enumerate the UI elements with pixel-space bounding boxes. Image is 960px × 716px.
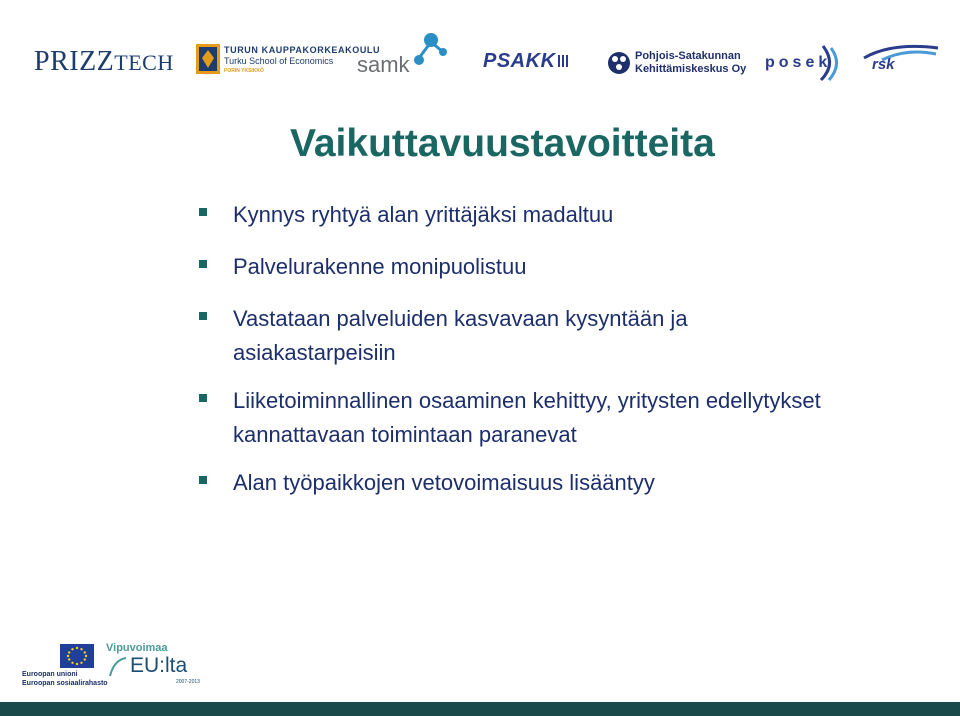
posek-logo — [765, 44, 845, 84]
eulta-years: 2007-2013 — [176, 679, 200, 685]
pohjois-satakunnan-kehittamiskeskus-logo — [607, 48, 747, 78]
rsk-logo — [862, 42, 942, 78]
posek-logo-text: posek — [765, 54, 832, 71]
pskk-emblem-icon — [607, 50, 631, 76]
bullet-text: Kynnys ryhtyä alan yrittäjäksi madaltuu — [233, 202, 614, 227]
posek-swoosh-icon — [817, 44, 845, 82]
eu-text-line2: Euroopan sosiaalirahasto — [22, 680, 108, 687]
bottom-bar — [0, 702, 960, 716]
square-bullet-icon — [199, 476, 207, 484]
tse-logo-line2: Turku School of Economics — [224, 56, 334, 66]
square-bullet-icon — [199, 260, 207, 268]
tse-emblem-icon — [196, 44, 220, 74]
samk-logo-text: samk — [357, 52, 410, 77]
bullet-text: Alan työpaikkojen vetovoimaisuus lisääntyy — [233, 470, 655, 495]
bullet-item — [198, 384, 833, 452]
samk-molecule-icon — [409, 30, 453, 74]
pskk-logo-line2: Kehittämiskeskus Oy — [635, 63, 747, 75]
bullet-item — [198, 250, 938, 284]
tse-logo-line1: TURUN KAUPPAKORKEAKOULU — [224, 45, 381, 55]
eulta-wing-icon — [108, 656, 128, 678]
bullet-text: Vastataan palveluiden kasvavaan kysyntään ja asiakastarpeisiin — [233, 306, 688, 365]
eu-flag-icon — [60, 644, 94, 668]
eu-text-line1: Euroopan unioni — [22, 671, 78, 678]
rsk-logo-text: rsk — [872, 56, 895, 73]
prizztech-logo — [34, 46, 174, 78]
bullet-text: Liiketoiminnallinen osaaminen kehittyy, yritysten edellytykset kannattavaan toimintaan paranevat — [233, 388, 821, 447]
psakk-logo-text: PSAKK — [483, 50, 556, 72]
bullet-item — [198, 302, 793, 370]
prizztech-logo-part2: TECH — [114, 50, 174, 75]
bullet-text: Palvelurakenne monipuolistuu — [233, 254, 527, 279]
bullet-list — [198, 198, 938, 500]
eulta-label: EU:lta — [130, 654, 188, 677]
footer-logos — [0, 636, 300, 696]
turku-school-of-economics-logo — [196, 44, 381, 76]
partner-logo-bar — [0, 0, 960, 100]
bullet-item — [198, 198, 938, 232]
psakk-logo — [483, 50, 568, 73]
psakk-stripes-icon — [558, 55, 568, 67]
square-bullet-icon — [199, 208, 207, 216]
tse-logo-line3: PORIN YKSIKKÖ — [224, 68, 264, 74]
vipuvoimaa-label: Vipuvoimaa — [106, 642, 168, 654]
bullet-item — [198, 466, 938, 500]
samk-logo — [357, 30, 457, 80]
square-bullet-icon — [199, 394, 207, 402]
square-bullet-icon — [199, 312, 207, 320]
prizztech-logo-part1: PRIZZ — [34, 46, 115, 77]
slide-title: Vaikuttavuustavoitteita — [290, 122, 715, 165]
pskk-logo-line1: Pohjois-Satakunnan — [635, 50, 741, 62]
